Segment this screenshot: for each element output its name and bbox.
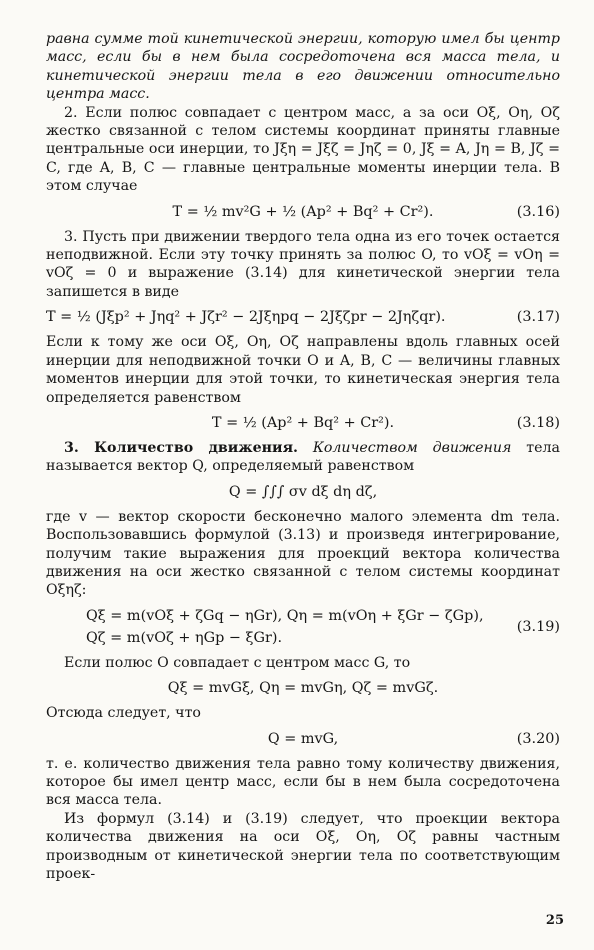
equation-3-20-number: (3.20) [516,730,560,747]
definition-text: тела называется вектор Q, определяемый равенством [46,439,561,475]
paragraph-velocity: где v — вектор скорости бесконечно малого элемента dm тела. Воспользовавшись формулой (3.13) и произведя интегрирование, получим такие выражения для проекций вектора количества движения на оси жестко связанной с телом системы координат Oξηζ: [46,508,560,599]
equation-3-16-formula: T = ½ mv²G + ½ (Ap² + Bq² + Cr²). [172,203,434,220]
equation-momentum-integral [46,481,560,503]
equation-3-17 [46,306,560,328]
page-number: 25 [545,913,564,928]
section-heading: 3. Количество движения. [64,439,298,456]
paragraph-hence: Отсюда следует, что [46,705,201,722]
equation-3-19-number: (3.19) [516,618,560,635]
defined-term: Количеством движения [312,439,512,456]
equation-center-projections [46,677,560,699]
paragraph-continuation: равна сумме той кинетической энергии, которую имел бы центр масс, если бы в нем была сосредоточена вся масса тела, и кинетической энергии тела в его движении относительно центра масс. [46,31,560,103]
equation-3-18-number: (3.18) [516,414,560,431]
equation-3-19-line-1: Qξ = m(vOξ + ζGq − ηGr), Qη = m(vOη + ξGr − ζGp), [86,607,484,624]
equation-3-16-number: (3.16) [516,203,560,220]
equation-3-18 [46,412,560,434]
equation-3-19 [46,605,560,649]
equation-center-projections-formula: Qξ = mvGξ, Qη = mvGη, Qζ = mvGζ. [167,680,439,697]
paragraph-derivatives: Из формул (3.14) и (3.19) следует, что проекции вектора количества движения на оси Oξ, Oη, Oζ равны частным производным от кинетической энергии тела по соответствующим проек- [46,810,560,882]
equation-3-20-formula: Q = mvG, [267,730,339,747]
equation-3-17-formula: T = ½ (Jξp² + Jηq² + Jζr² − 2Jξηpq − 2Jξζpr − 2Jηζqr). [46,309,446,326]
paragraph-center-of-mass: Если полюс O совпадает с центром масс G, то [64,654,411,671]
equation-3-16 [46,201,560,223]
paragraph-case-3: 3. Пусть при движении твердого тела одна из его точек остается неподвижной. Если эту точку принять за полюс O, то vOξ = vOη = vOζ = 0 и выражение (3.14) для кинетической энергии тела запишется в виде [46,228,560,300]
paragraph-momentum-definition [46,439,560,476]
paragraph-conclusion: т. е. количество движения тела равно тому количеству движения, которое бы имел центр масс, если бы в нем была сосредоточена вся масса тела. [46,755,560,809]
equation-momentum-integral-formula: Q = ∫∫∫ σv dξ dη dζ, [228,483,378,500]
paragraph-principal-axes: Если к тому же оси Oξ, Oη, Oζ направлены вдоль главных осей инерции для неподвижной точки O и A, B, C — величины главных моментов инерции для этой точки, то кинетическая энергия тела определяется равенством [46,334,560,406]
paragraph-case-2: 2. Если полюс совпадает с центром масс, а за оси Oξ, Oη, Oζ жестко связанной с телом системы координат приняты главные центральные оси инерции, то Jξη = Jξζ = Jηζ = 0, Jξ = A, Jη = B, Jζ = C, где A, B, C — главные центральные моменты инерции тела. В этом случае [46,104,560,195]
equation-3-17-number: (3.17) [516,309,560,326]
equation-3-18-formula: T = ½ (Ap² + Bq² + Cr²). [211,414,395,431]
equation-3-19-line-2: Qζ = m(vOζ + ηGp − ξGr). [86,629,283,646]
equation-3-20 [46,728,560,750]
